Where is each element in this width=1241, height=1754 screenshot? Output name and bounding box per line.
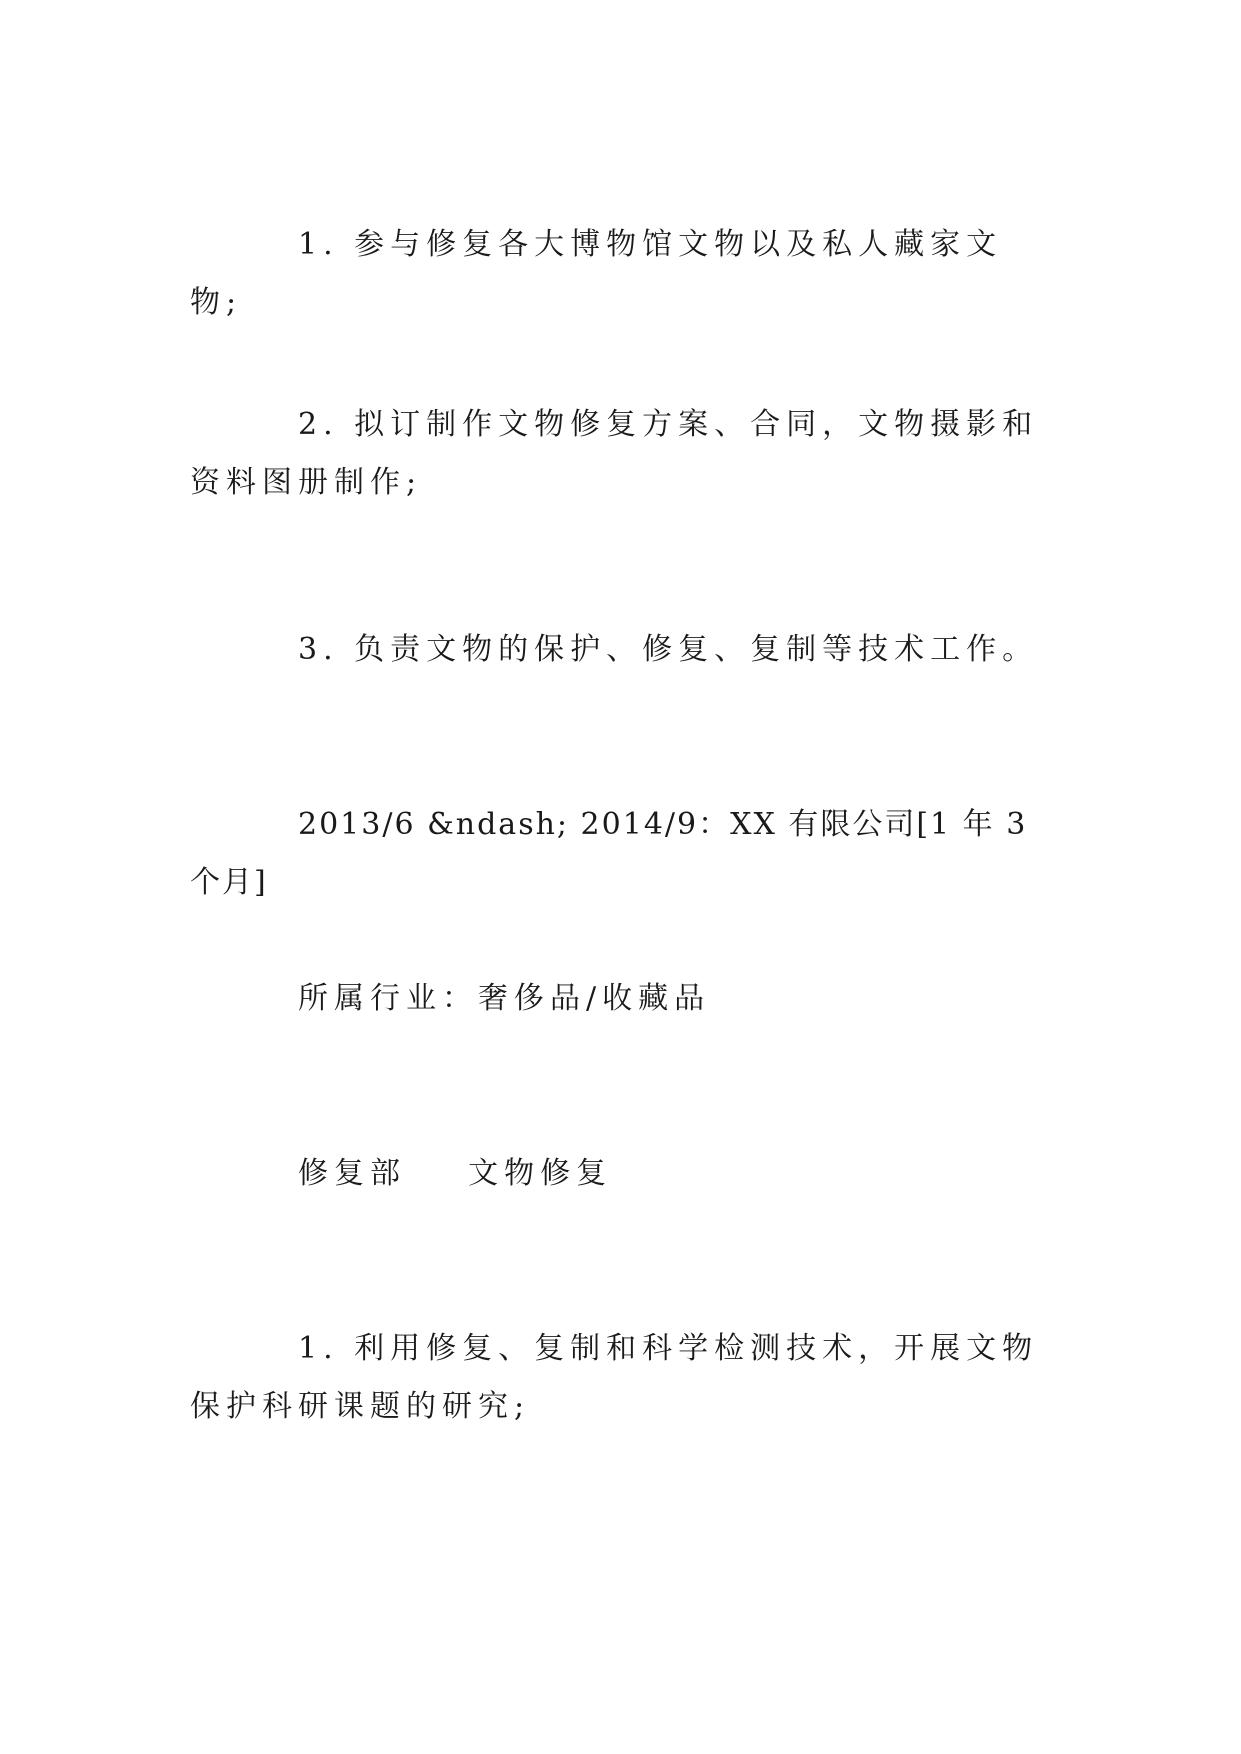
employment-period: 2013/6 &ndash; 2014/9：XX 有限公司[1 年 3 个月] xyxy=(190,807,1039,900)
industry-line: 所属行业：奢侈品/收藏品 xyxy=(298,981,711,1016)
department-position: 修复部 文物修复 xyxy=(298,1156,613,1191)
duty-item-next-1: 1. 利用修复、复制和科学检测技术，开展文物保护科研课题的研究; xyxy=(190,1331,1039,1424)
duty-item-1: 1. 参与修复各大博物馆文物以及私人藏家文物; xyxy=(190,227,1003,320)
duty-item-3: 3. 负责文物的保护、修复、复制等技术工作。 xyxy=(298,632,1039,667)
duty-item-2: 2. 拟订制作文物修复方案、合同，文物摄影和资料图册制作; xyxy=(190,407,1039,500)
